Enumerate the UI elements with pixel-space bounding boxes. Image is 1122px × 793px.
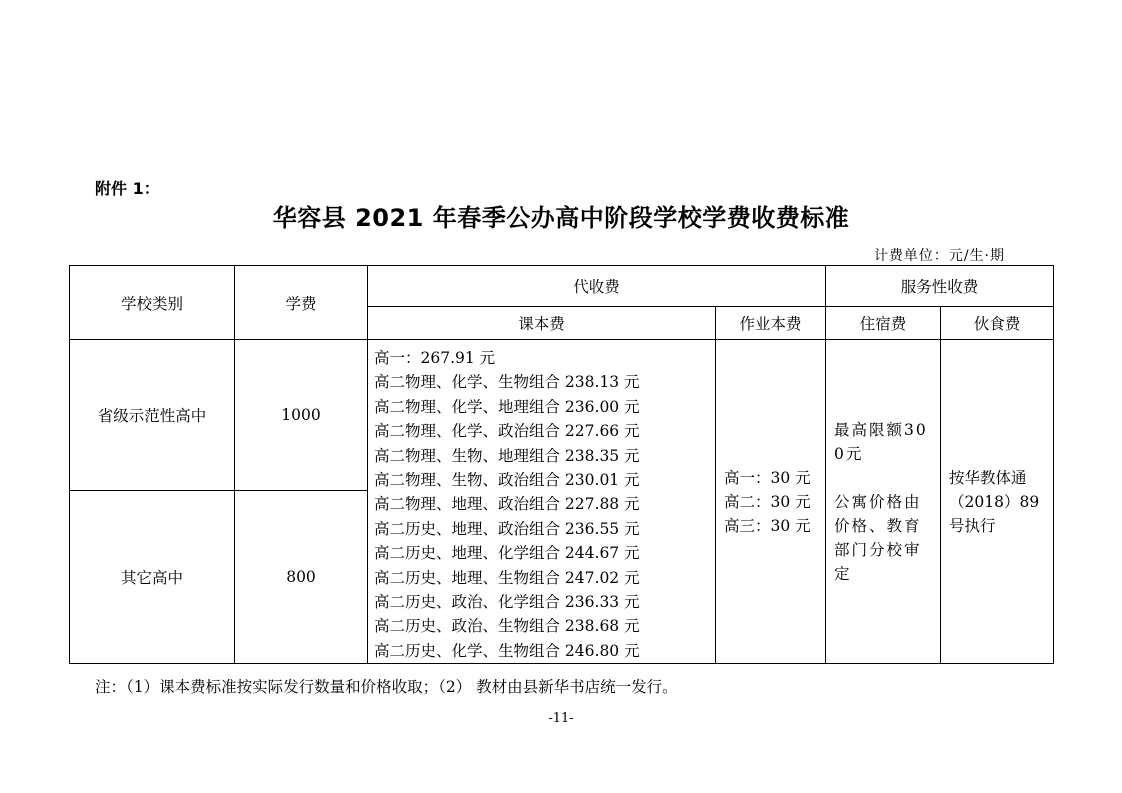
textbook-line: 高二物理、生物、政治组合 230.01 元: [374, 471, 640, 490]
school-type-cell: 省级示范性高中: [70, 340, 235, 491]
billing-unit: 计费单位：元/生·期: [873, 248, 1005, 264]
textbook-line: 高二历史、地理、生物组合 247.02 元: [374, 568, 640, 587]
lodging-fee-cell: [826, 340, 941, 664]
textbook-line: 高二历史、地理、化学组合 244.67 元: [374, 544, 640, 563]
textbook-line: 高二物理、化学、地理组合 236.00 元: [374, 397, 640, 416]
lodging-limit: 最高限额300元: [834, 420, 928, 463]
header-homework-fee: 作业本费: [716, 307, 826, 340]
textbook-line: 高二历史、化学、生物组合 246.80 元: [374, 641, 640, 660]
footnote: 注：（1）课本费标准按实际发行数量和价格收取；（2） 教材由县新华书店统一发行。: [95, 678, 678, 696]
attachment-label: 附件 1：: [95, 179, 160, 198]
header-tuition: 学费: [235, 266, 368, 340]
header-row-1: [70, 266, 1054, 307]
school-type-cell: 其它高中: [70, 491, 235, 664]
header-lodging-fee: 住宿费: [826, 307, 941, 340]
table-row: [70, 340, 1054, 491]
header-service-fees: 服务性收费: [826, 266, 1054, 307]
tuition-cell: 800: [235, 491, 368, 664]
textbook-fee-cell: [368, 340, 716, 664]
textbook-line: 高二历史、地理、政治组合 236.55 元: [374, 519, 640, 538]
lodging-note: 公寓价格由价格、教育部门分校审定: [834, 492, 922, 583]
textbook-line: 高二物理、化学、生物组合 238.13 元: [374, 373, 640, 392]
fee-table: [69, 265, 1054, 664]
page-number: -11-: [548, 711, 574, 726]
header-textbook-fee: 课本费: [368, 307, 716, 340]
header-meal-fee: 伙食费: [941, 307, 1054, 340]
textbook-line: 高二物理、生物、地理组合 238.35 元: [374, 446, 640, 465]
textbook-line: 高二物理、化学、政治组合 227.66 元: [374, 422, 640, 441]
textbook-line: 高二历史、政治、化学组合 236.33 元: [374, 593, 640, 612]
page-title: 华容县 2021 年春季公办高中阶段学校学费收费标准: [272, 204, 850, 232]
header-school-type: 学校类别: [70, 266, 235, 340]
homework-fee-cell: [716, 340, 826, 664]
homework-line: 高三：30 元: [724, 516, 811, 535]
homework-line: 高二：30 元: [724, 492, 811, 511]
header-agency-fees: 代收费: [368, 266, 826, 307]
textbook-line: 高二物理、地理、政治组合 227.88 元: [374, 495, 640, 514]
homework-line: 高一：30 元: [724, 468, 811, 487]
textbook-line: 高二历史、政治、生物组合 238.68 元: [374, 617, 640, 636]
textbook-line: 高一：267.91 元: [374, 349, 496, 367]
tuition-cell: 1000: [235, 340, 368, 491]
meal-fee-cell: 按华教体通（2018）89号执行: [941, 340, 1054, 664]
